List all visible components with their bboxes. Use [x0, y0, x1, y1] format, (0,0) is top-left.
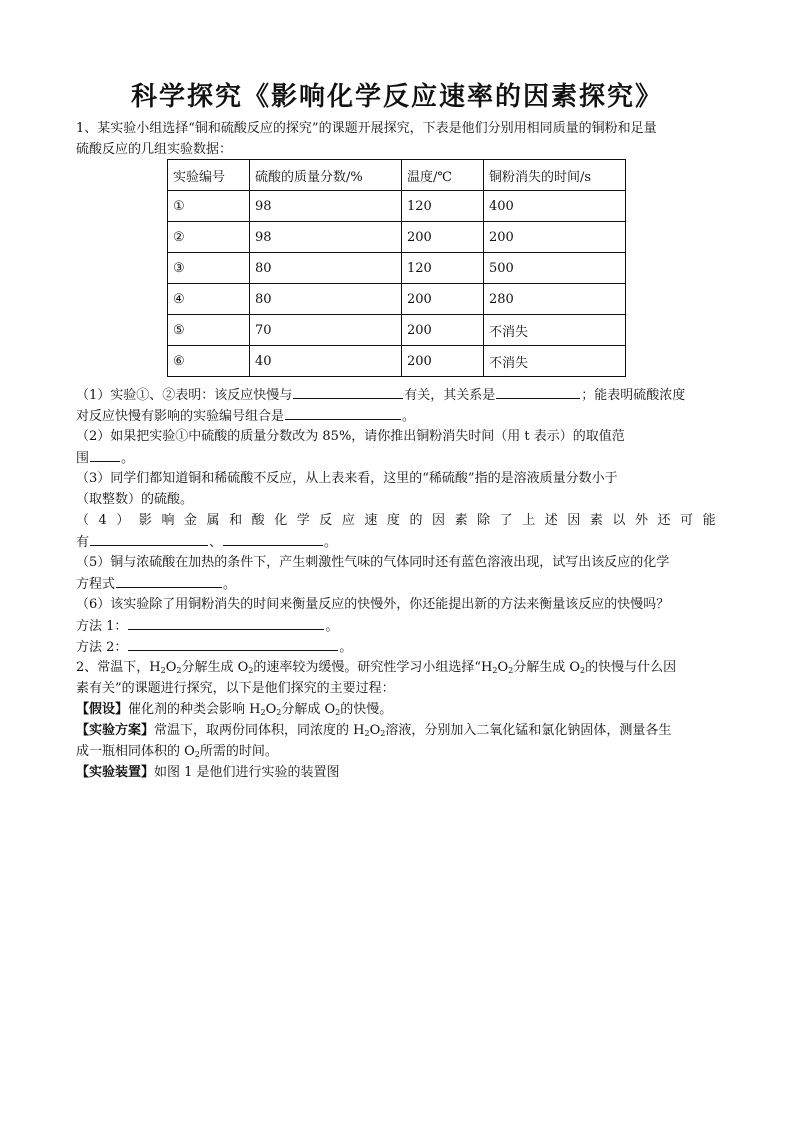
subscript: 2	[260, 708, 266, 717]
q1-sub4-char: 酸	[251, 513, 265, 528]
q1-sub4-char: 速	[364, 513, 378, 528]
table-row	[168, 191, 626, 222]
hypothesis-text: O	[265, 702, 277, 717]
q1-intro-line2: 硫酸反应的几组实验数据：	[76, 142, 233, 157]
table-cell: 80	[250, 253, 402, 284]
q1-sub2-text-b: 。	[121, 451, 135, 466]
q1-sub4-char: （	[76, 513, 90, 528]
table-cell: 70	[250, 315, 402, 346]
q2-text: 的快慢与什么因	[585, 660, 677, 675]
answer-blank[interactable]	[223, 531, 323, 546]
answer-blank[interactable]	[90, 531, 208, 546]
q1-sub4-char: 因	[432, 513, 446, 528]
subscript: 2	[160, 666, 166, 675]
q1-sub4-char: 影	[138, 513, 152, 528]
answer-blank[interactable]	[285, 405, 401, 420]
q1-sub4-text-b: 、	[209, 535, 223, 550]
q1-sub4-text-c: 。	[324, 535, 338, 550]
q1-sub4-char: 反	[319, 513, 333, 528]
q1-sub4-char: 金	[184, 513, 198, 528]
plan-label: 【实验方案】	[76, 723, 155, 738]
q2-text: O	[497, 660, 509, 675]
q1-sub4-char: 化	[274, 513, 288, 528]
hypothesis-label: 【假设】	[76, 702, 129, 717]
q1-sub1-line2	[76, 405, 716, 427]
method1-label: 方法 1：	[76, 619, 128, 634]
header-cell: 硫酸的质量分数/%	[250, 160, 402, 191]
q2-device-line	[76, 762, 716, 783]
subscript: 2	[335, 708, 341, 717]
device-text: 如图 1 是他们进行实验的装置图	[154, 765, 340, 780]
q2-text: 分解生成 O	[181, 660, 249, 675]
q2-text: 2、常温下，H	[76, 660, 161, 675]
q1-sub4-char: 以	[612, 513, 626, 528]
hypothesis-text: 分解成 O	[281, 702, 336, 717]
table-cell: 500	[484, 253, 626, 284]
table-row	[168, 346, 626, 377]
answer-blank[interactable]	[293, 384, 403, 399]
q1-sub3-line1: （3）同学们都知道铜和稀硫酸不反应，从上表来看，这里的“稀硫酸”指的是溶液质量分数小于	[76, 471, 618, 486]
q2-text: 的速率较为缓慢。研究性学习小组选择“H	[253, 660, 493, 675]
q1-sub1-text-c: ；能表明硫酸浓度	[581, 388, 686, 403]
table-cell: 200	[402, 315, 484, 346]
q1-sub4-line2	[76, 531, 716, 553]
method2-label: 方法 2：	[76, 640, 128, 655]
table-cell: 98	[250, 191, 402, 222]
q1-sub4-char: 除	[477, 513, 491, 528]
q1-sub5-line1: （5）铜与浓硫酸在加热的条件下，产生刺激性气味的气体同时还有蓝色溶液出现，试写出该反应的化学	[76, 555, 670, 570]
q1-sub4-char: 述	[544, 513, 558, 528]
header-cell: 温度/℃	[402, 160, 484, 191]
q1-sub4-char: ）	[116, 513, 130, 528]
table-cell: ⑥	[168, 346, 250, 377]
table-cell: 200	[402, 284, 484, 315]
q1-sub4-char: 素	[589, 513, 603, 528]
header-cell: 实验编号	[168, 160, 250, 191]
q1-method1-line	[76, 615, 716, 637]
hypothesis-text: 催化剂的种类会影响 H	[128, 702, 261, 717]
q1-sub1-line1	[76, 384, 716, 406]
table-cell: ④	[168, 284, 250, 315]
q1-method2-line	[76, 636, 716, 658]
page-title: 科学探究《影响化学反应速率的因素探究》	[130, 82, 663, 112]
answer-blank[interactable]	[116, 573, 222, 588]
plan-text: 常温下，取两份同体积，同浓度的 H	[154, 723, 365, 738]
q1-sub1-text-e: 。	[402, 409, 416, 424]
subscript: 2	[194, 750, 200, 759]
table-cell: 40	[250, 346, 402, 377]
q1-sub4-char: 外	[634, 513, 648, 528]
q1-sub3-line2: （取整数）的硫酸。	[76, 492, 194, 507]
subscript: 2	[248, 666, 254, 675]
answer-blank[interactable]	[496, 384, 580, 399]
table-cell: 不消失	[484, 346, 626, 377]
q1-sub4-char: 能	[702, 513, 716, 528]
table-cell: 不消失	[484, 315, 626, 346]
table-cell: 200	[402, 222, 484, 253]
q1-intro-line1: 1、某实验小组选择“铜和硫酸反应的探究”的课题开展探究，下表是他们分别用相同质量的铜粉和足量	[76, 121, 657, 136]
q1-sub2-line1: （2）如果把实验①中硫酸的质量分数改为 85%，请你推出铜粉消失时间（用 t 表示）的取值范	[76, 429, 625, 444]
q1-sub1-text-a: （1）实验①、②表明：该反应快慢与	[76, 388, 293, 403]
subscript: 2	[508, 666, 514, 675]
q1-sub4-char: 和	[229, 513, 243, 528]
answer-blank[interactable]	[90, 447, 120, 462]
subscript: 2	[380, 729, 386, 738]
experiment-data-table	[167, 159, 626, 377]
plan-text: O	[369, 723, 381, 738]
table-row	[168, 253, 626, 284]
plan-text: 成一瓶相同体积的 O	[76, 744, 195, 759]
q1-sub4-char: 可	[680, 513, 694, 528]
table-cell: ⑤	[168, 315, 250, 346]
q1-sub1-text-b: 有关，其关系是	[404, 388, 496, 403]
q1-sub4-char: 的	[409, 513, 423, 528]
header-cell: 铜粉消失的时间/s	[484, 160, 626, 191]
q1-sub2-line2	[76, 447, 716, 469]
table-cell: ③	[168, 253, 250, 284]
table-cell: 280	[484, 284, 626, 315]
table-cell: 120	[402, 191, 484, 222]
table-cell: ②	[168, 222, 250, 253]
q1-sub2-text-a: 围	[76, 451, 90, 466]
table-cell: 400	[484, 191, 626, 222]
table-cell: 80	[250, 284, 402, 315]
q2-line2: 素有关”的课题进行探究，以下是他们探究的主要过程：	[76, 681, 395, 696]
q1-sub5-line2	[76, 573, 716, 595]
answer-blank[interactable]	[128, 636, 338, 651]
table-cell: 200	[484, 222, 626, 253]
method2-end: 。	[339, 640, 353, 655]
plan-text: 所需的时间。	[199, 744, 278, 759]
q1-sub4-char: 因	[567, 513, 581, 528]
subscript: 2	[276, 708, 282, 717]
table-header-row	[168, 160, 626, 191]
q1-sub4-char: 素	[454, 513, 468, 528]
q1-sub4-char: 上	[522, 513, 536, 528]
q1-sub4-line1	[76, 510, 716, 531]
q1-sub4-char: 应	[341, 513, 355, 528]
subscript: 2	[364, 729, 370, 738]
table-cell: 98	[250, 222, 402, 253]
table-cell: 200	[402, 346, 484, 377]
q1-sub4-char: 度	[386, 513, 400, 528]
table-cell: ①	[168, 191, 250, 222]
hypothesis-text: 的快慢。	[340, 702, 393, 717]
q1-sub6-line1: （6）该实验除了用铜粉消失的时间来衡量反应的快慢外，你还能提出新的方法来衡量该反应的快慢吗？	[76, 597, 670, 612]
q1-sub4-char: 属	[206, 513, 220, 528]
subscript: 2	[492, 666, 498, 675]
q1-sub5-text-b: 。	[223, 577, 237, 592]
q1-sub4-char: 响	[161, 513, 175, 528]
answer-blank[interactable]	[128, 615, 324, 630]
method1-end: 。	[325, 619, 339, 634]
q1-sub5-text-a: 方程式	[76, 577, 116, 592]
q2-text: 分解生成 O	[513, 660, 580, 675]
table-row	[168, 315, 626, 346]
table-row	[168, 284, 626, 315]
table-cell: 120	[402, 253, 484, 284]
q2-text: O	[165, 660, 177, 675]
subscript: 2	[176, 666, 182, 675]
q1-sub4-text-a: 有	[76, 535, 90, 550]
table-row	[168, 222, 626, 253]
plan-text: 溶液，分别加入二氧化锰和氯化钠固体，测量各生	[385, 723, 672, 738]
subscript: 2	[580, 666, 586, 675]
q1-sub4-char: 还	[657, 513, 671, 528]
q1-sub4-char: 了	[499, 513, 513, 528]
device-label: 【实验装置】	[76, 765, 155, 780]
q1-sub4-char: 学	[296, 513, 310, 528]
q1-sub4-char: 4	[98, 513, 107, 528]
q1-sub1-text-d: 对反应快慢有影响的实验编号组合是	[76, 409, 285, 424]
